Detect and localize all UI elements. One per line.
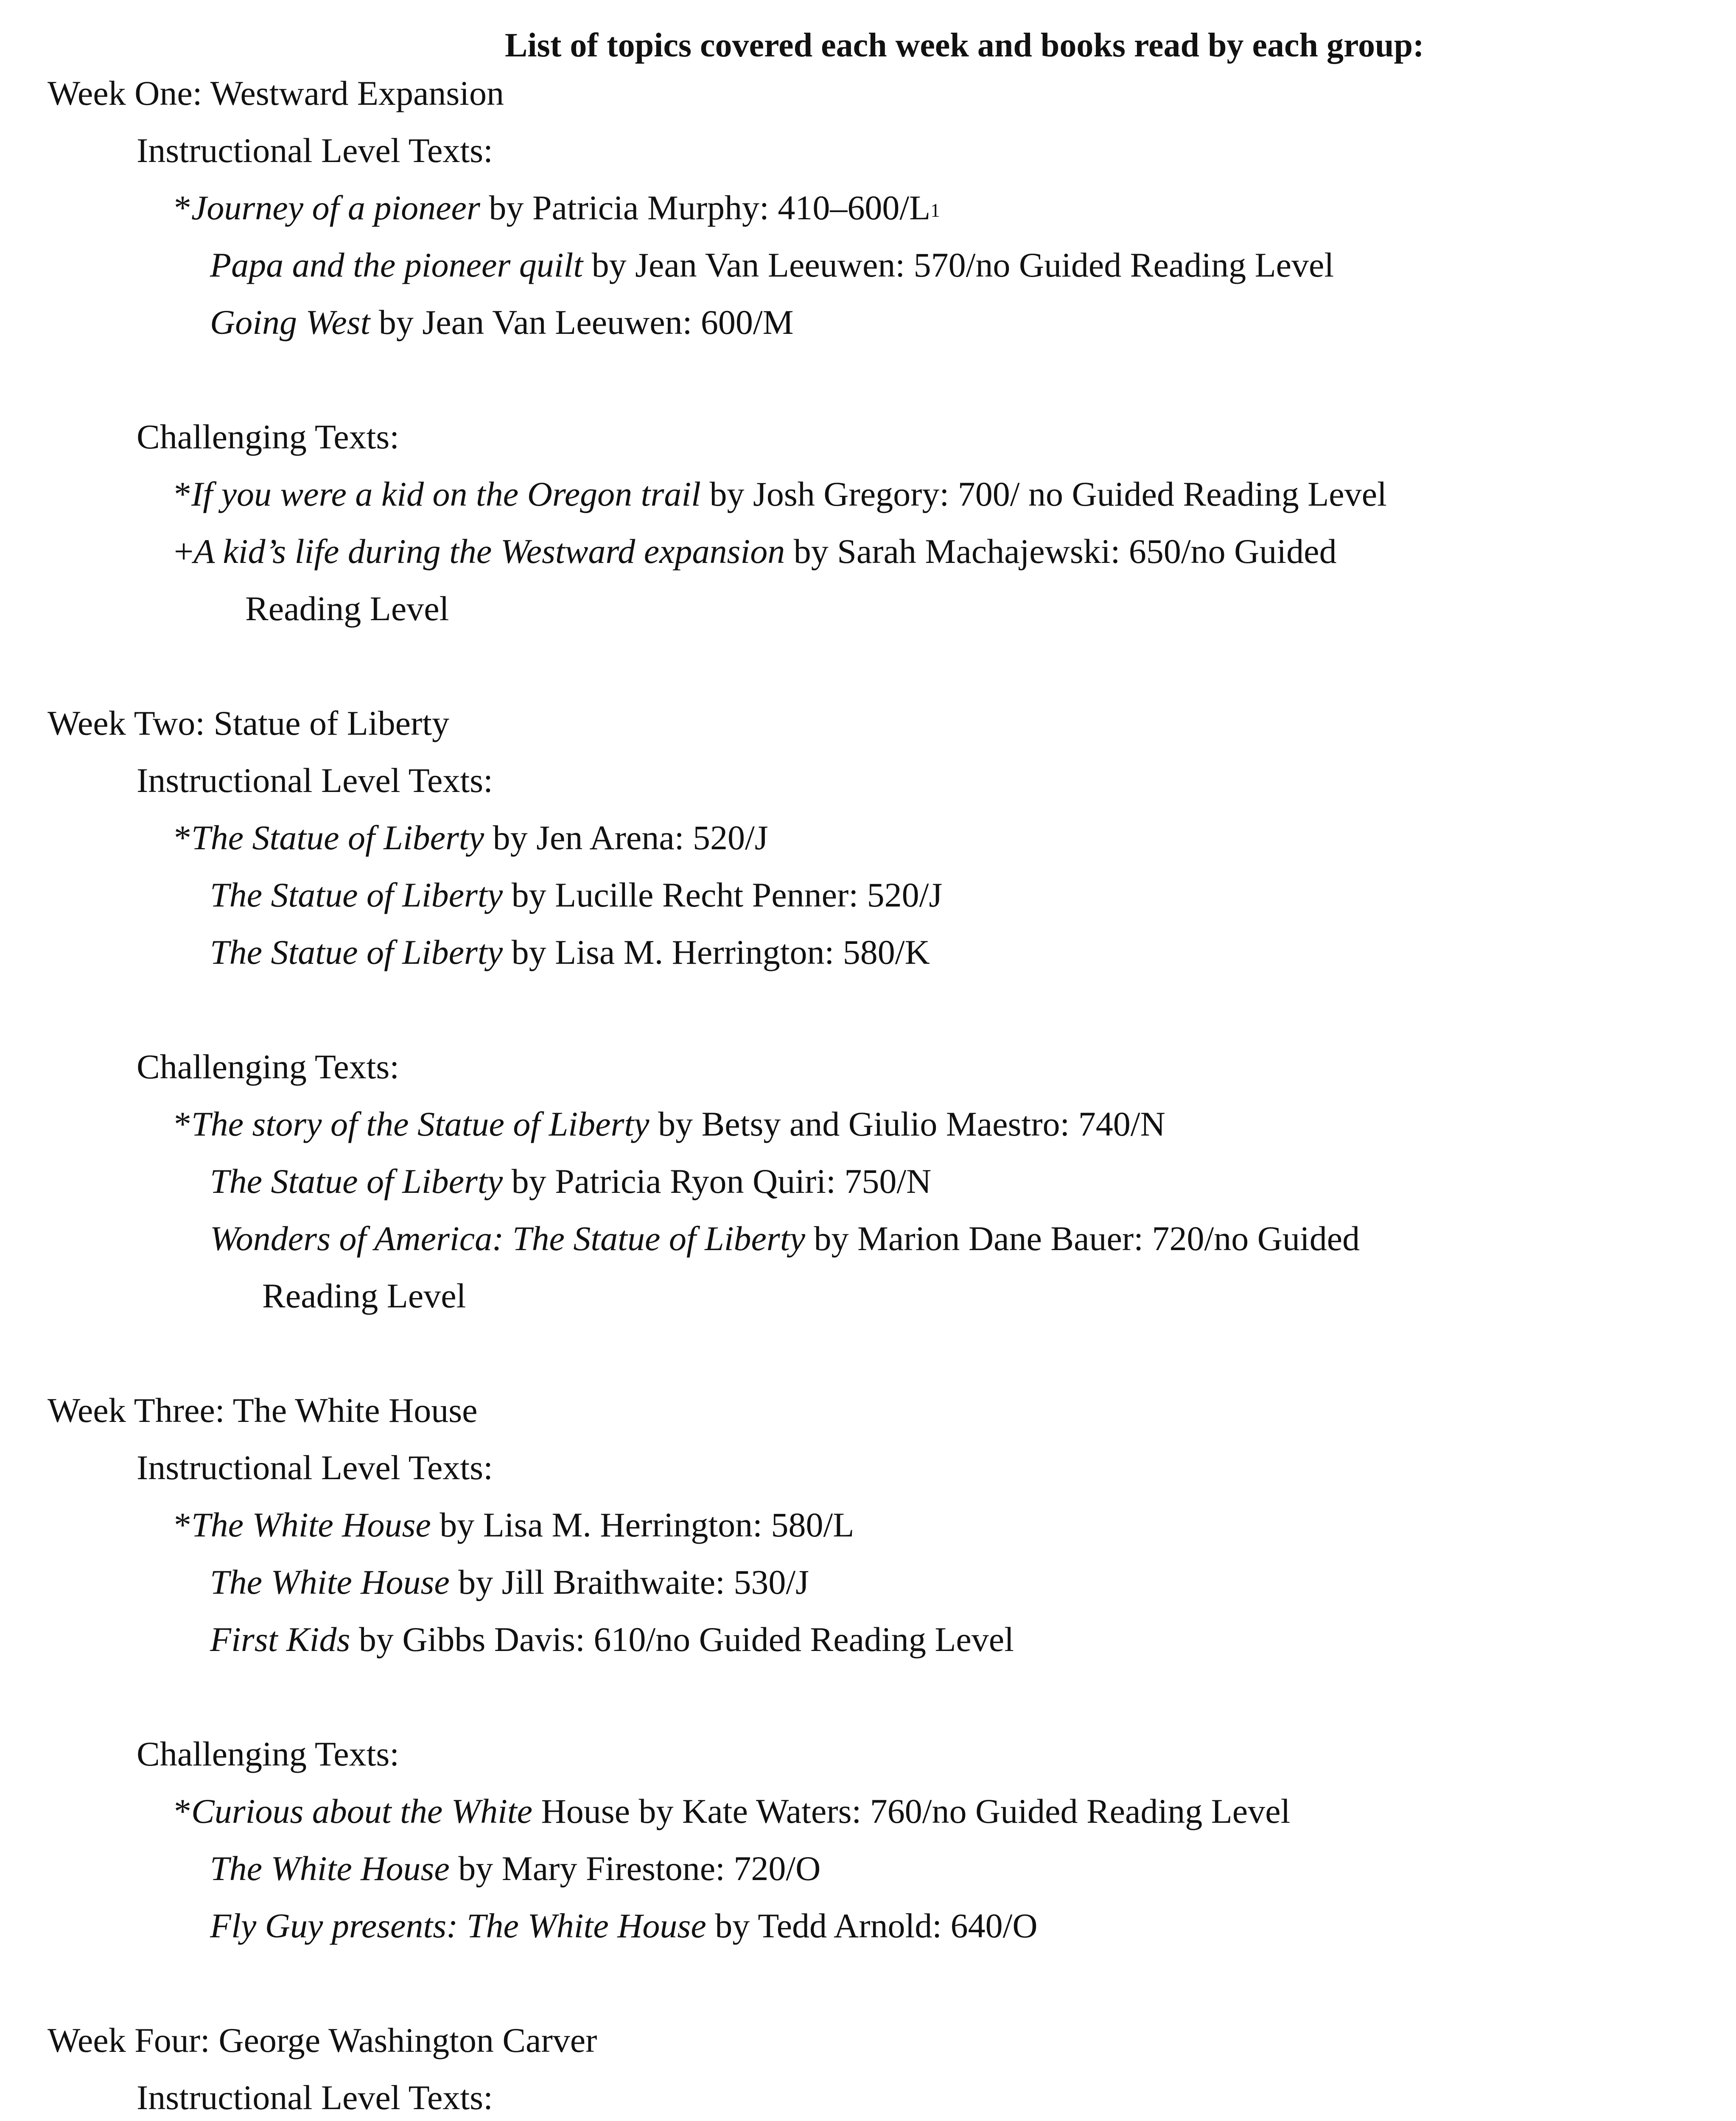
week-one-title: Week One: Westward Expansion [48,74,504,112]
week-two-instructional-label: Instructional Level Texts: [137,761,493,800]
week-four-instructional-label: Instructional Level Texts: [137,2078,493,2117]
week-three-title: Week Three: The White House [48,1391,478,1430]
book-entry: First Kids by Gibbs Davis: 610/no Guided Reading Level [210,1620,1014,1659]
week-two-challenging-label: Challenging Texts: [137,1047,400,1086]
book-entry: The White House by Mary Firestone: 720/O [210,1849,821,1888]
week-four-title: Week Four: George Washington Carver [48,2021,597,2059]
week-one-challenging-label: Challenging Texts: [137,417,400,456]
book-entry-continuation: Reading Level [245,589,449,628]
book-entry: The Statue of Liberty by Patricia Ryon Quiri: 750/N [210,1162,932,1200]
book-entry: *The story of the Statue of Liberty by Betsy and Giulio Maestro: 740/N [174,1105,1165,1143]
week-one-instructional-label: Instructional Level Texts: [137,131,493,170]
book-entry: Wonders of America: The Statue of Liberty by Marion Dane Bauer: 720/no Guided [210,1219,1360,1258]
book-entry: *The Statue of Liberty by Jen Arena: 520/J [174,818,768,857]
book-entry: Going West by Jean Van Leeuwen: 600/M [210,303,794,341]
week-two-title: Week Two: Statue of Liberty [48,704,450,742]
book-entry-continuation: Reading Level [262,1276,466,1315]
book-entry: *If you were a kid on the Oregon trail by Josh Gregory: 700/ no Guided Reading Level [174,475,1387,513]
footnote-marker: 1 [930,200,940,221]
book-entry: Papa and the pioneer quilt by Jean Van Leeuwen: 570/no Guided Reading Level [210,246,1334,284]
book-entry: The Statue of Liberty by Lucille Recht Penner: 520/J [210,876,943,914]
week-three-challenging-label: Challenging Texts: [137,1735,400,1773]
page-heading: List of topics covered each week and books read by each group: [505,27,1424,64]
week-three-instructional-label: Instructional Level Texts: [137,1448,493,1487]
book-entry: *Curious about the White House by Kate Waters: 760/no Guided Reading Level [174,1792,1291,1830]
book-entry: The Statue of Liberty by Lisa M. Herrington: 580/K [210,933,930,971]
book-entry: *Journey of a pioneer by Patricia Murphy: $410-600/L^1$ [174,188,940,227]
book-entry: The White House by Jill Braithwaite: 530/J [210,1563,809,1601]
book-entry: +A kid’s life during the Westward expansion by Sarah Machajewski: 650/no Guided [174,532,1337,571]
book-entry: Fly Guy presents: The White House by Tedd Arnold: 640/O [210,1906,1038,1945]
book-entry: *The White House by Lisa M. Herrington: 580/L [174,1505,854,1544]
